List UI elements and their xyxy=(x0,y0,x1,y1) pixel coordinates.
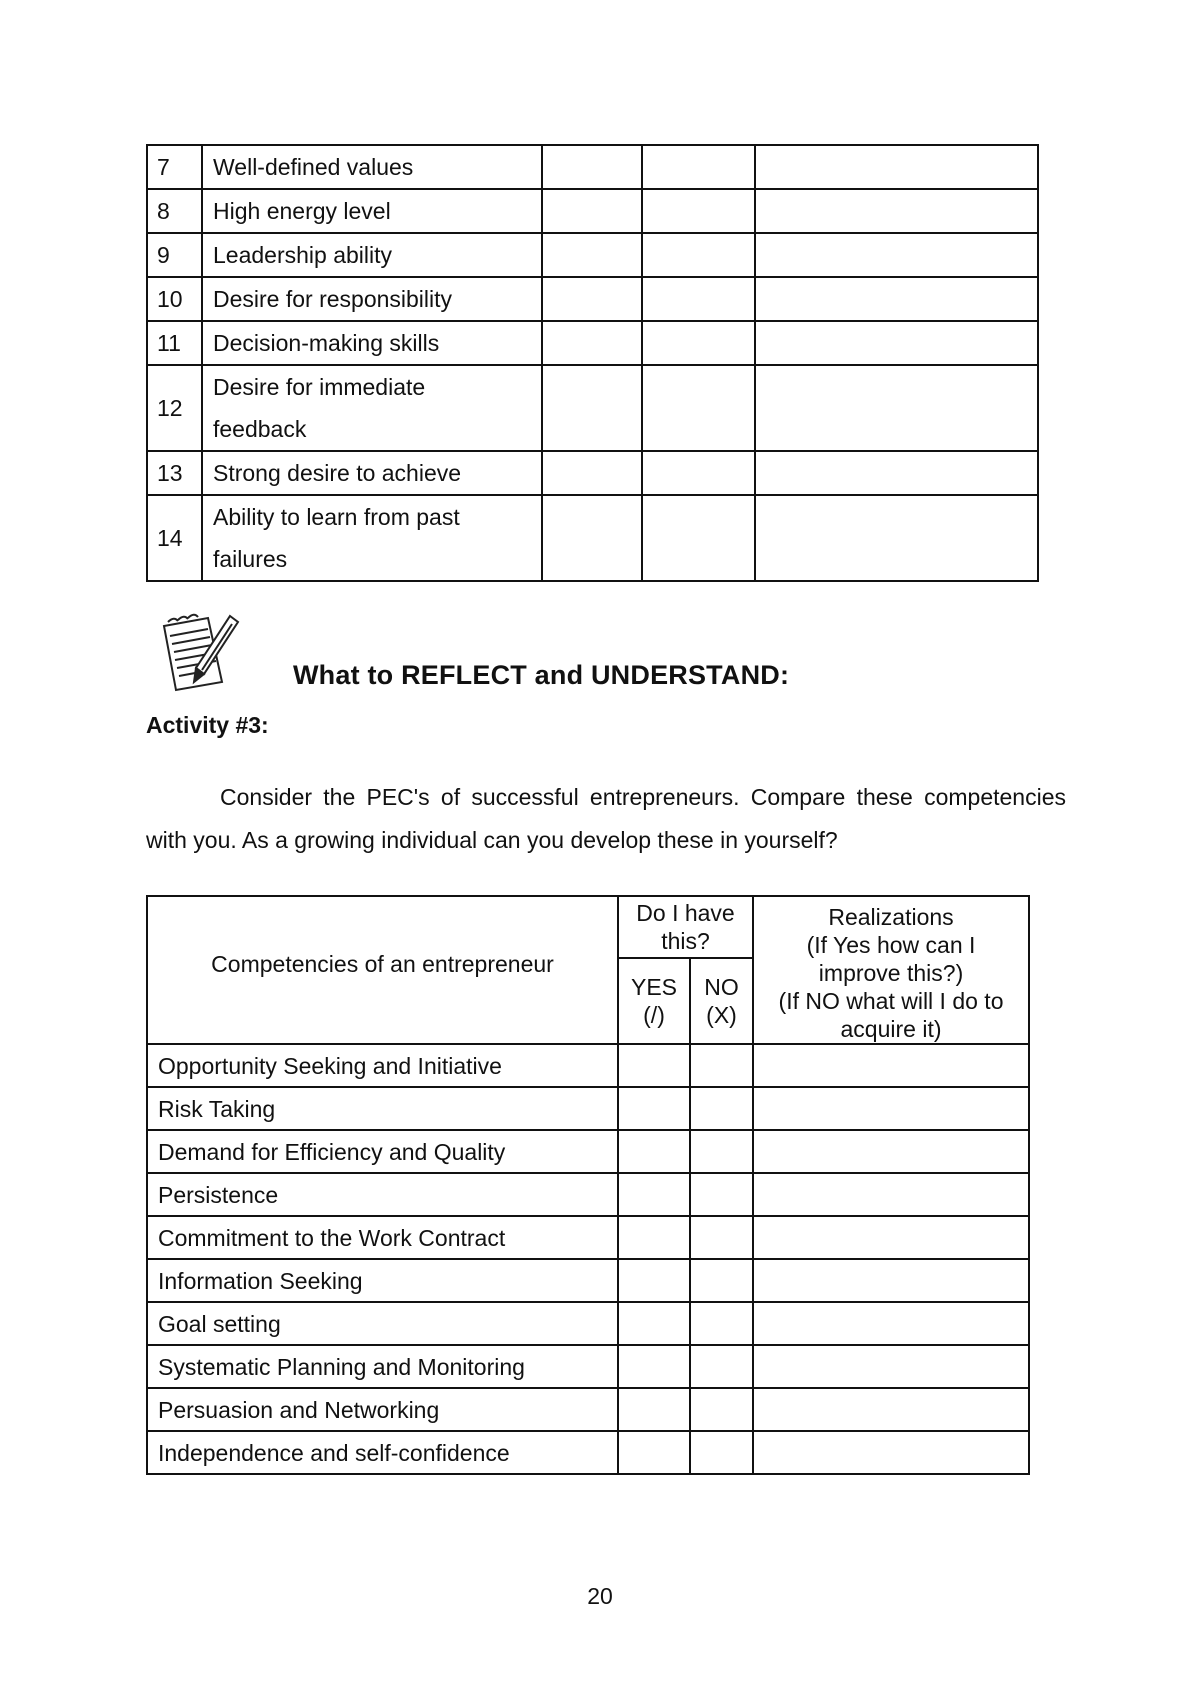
blank-cell[interactable] xyxy=(642,189,755,233)
yes-cell[interactable] xyxy=(618,1130,690,1173)
page-number: 20 xyxy=(587,1583,613,1609)
table-row xyxy=(147,1130,1029,1173)
blank-cell[interactable] xyxy=(542,277,642,321)
realizations-line: (If Yes how can I xyxy=(806,932,976,958)
row-number: 7 xyxy=(147,145,202,189)
realizations-line: Realizations xyxy=(828,904,954,930)
realizations-header xyxy=(753,896,1029,1044)
competency-name: Systematic Planning and Monitoring xyxy=(147,1345,618,1388)
blank-cell[interactable] xyxy=(542,189,642,233)
realizations-line: acquire it) xyxy=(840,1016,942,1042)
no-cell[interactable] xyxy=(690,1173,753,1216)
blank-cell[interactable] xyxy=(542,365,642,451)
blank-cell[interactable] xyxy=(755,451,1038,495)
row-item: Well-defined values xyxy=(202,145,542,189)
section-heading: What to REFLECT and UNDERSTAND: xyxy=(293,660,790,690)
blank-cell[interactable] xyxy=(755,365,1038,451)
no-cell[interactable] xyxy=(690,1216,753,1259)
instruction-paragraph: Consider the PEC's of successful entrepreneurs. Compare these competencies with you. As a growing individual can you develop these in yourself? xyxy=(146,784,1066,853)
realization-cell[interactable] xyxy=(753,1259,1029,1302)
no-cell[interactable] xyxy=(690,1130,753,1173)
table-row xyxy=(147,1302,1029,1345)
row-item: Decision-making skills xyxy=(202,321,542,365)
competency-name: Commitment to the Work Contract xyxy=(147,1216,618,1259)
activity-label: Activity #3: xyxy=(146,712,269,738)
table-row xyxy=(147,1087,1029,1130)
realization-cell[interactable] xyxy=(753,1130,1029,1173)
blank-cell[interactable] xyxy=(542,145,642,189)
yes-cell[interactable] xyxy=(618,1216,690,1259)
blank-cell[interactable] xyxy=(542,321,642,365)
yes-label: YES xyxy=(630,974,678,1001)
no-label: NO xyxy=(704,974,739,1001)
blank-cell[interactable] xyxy=(642,365,755,451)
row-item xyxy=(202,365,542,451)
yes-cell[interactable] xyxy=(618,1259,690,1302)
table-row xyxy=(147,1431,1029,1474)
row-number: 9 xyxy=(147,233,202,277)
row-item-line: Ability to learn from past xyxy=(213,504,460,530)
blank-cell[interactable] xyxy=(642,233,755,277)
competency-name: Goal setting xyxy=(147,1302,618,1345)
row-number: 14 xyxy=(147,495,202,581)
yes-header xyxy=(618,958,690,1044)
blank-cell[interactable] xyxy=(542,451,642,495)
realization-cell[interactable] xyxy=(753,1087,1029,1130)
table-row xyxy=(147,1173,1029,1216)
no-cell[interactable] xyxy=(690,1044,753,1087)
competency-name: Demand for Efficiency and Quality xyxy=(147,1130,618,1173)
blank-cell[interactable] xyxy=(755,321,1038,365)
yes-cell[interactable] xyxy=(618,1302,690,1345)
table-row xyxy=(147,1345,1029,1388)
competency-name: Information Seeking xyxy=(147,1259,618,1302)
table-row xyxy=(147,1216,1029,1259)
realization-cell[interactable] xyxy=(753,1345,1029,1388)
blank-cell[interactable] xyxy=(755,495,1038,581)
realization-cell[interactable] xyxy=(753,1388,1029,1431)
no-mark: (X) xyxy=(706,1002,737,1029)
no-cell[interactable] xyxy=(690,1388,753,1431)
table-row xyxy=(147,451,1038,495)
table-row xyxy=(147,189,1038,233)
row-number: 13 xyxy=(147,451,202,495)
competency-name: Persistence xyxy=(147,1173,618,1216)
pec-checklist-table-continued xyxy=(146,144,1039,582)
realizations-line: improve this?) xyxy=(818,960,964,986)
table-row xyxy=(147,1259,1029,1302)
notepad-pencil-icon xyxy=(156,612,242,694)
row-number: 12 xyxy=(147,365,202,451)
table-row xyxy=(147,233,1038,277)
table-row xyxy=(147,1388,1029,1431)
blank-cell[interactable] xyxy=(642,145,755,189)
yes-cell[interactable] xyxy=(618,1173,690,1216)
realizations-line: (If NO what will I do to xyxy=(778,988,1004,1014)
table-row xyxy=(147,321,1038,365)
table-row xyxy=(147,277,1038,321)
yes-cell[interactable] xyxy=(618,1087,690,1130)
no-cell[interactable] xyxy=(690,1345,753,1388)
yes-cell[interactable] xyxy=(618,1345,690,1388)
row-item-line: Desire for immediate xyxy=(213,374,426,400)
competency-name: Persuasion and Networking xyxy=(147,1388,618,1431)
do-i-have-header: Do I have this? xyxy=(618,896,753,958)
row-number: 10 xyxy=(147,277,202,321)
blank-cell[interactable] xyxy=(642,451,755,495)
no-header xyxy=(690,958,753,1044)
table-row xyxy=(147,1044,1029,1087)
table-row xyxy=(147,495,1038,581)
row-item: High energy level xyxy=(202,189,542,233)
competencies-header: Competencies of an entrepreneur xyxy=(147,896,618,1044)
row-item-line: failures xyxy=(213,546,288,572)
blank-cell[interactable] xyxy=(755,145,1038,189)
blank-cell[interactable] xyxy=(642,495,755,581)
blank-cell[interactable] xyxy=(542,495,642,581)
blank-cell[interactable] xyxy=(755,233,1038,277)
yes-cell[interactable] xyxy=(618,1044,690,1087)
yes-cell[interactable] xyxy=(618,1388,690,1431)
row-item: Strong desire to achieve xyxy=(202,451,542,495)
yes-cell[interactable] xyxy=(618,1431,690,1474)
row-item: Desire for responsibility xyxy=(202,277,542,321)
header-row xyxy=(147,896,1029,958)
no-cell[interactable] xyxy=(690,1087,753,1130)
blank-cell[interactable] xyxy=(755,277,1038,321)
realization-cell[interactable] xyxy=(753,1431,1029,1474)
blank-cell[interactable] xyxy=(642,321,755,365)
table-row xyxy=(147,145,1038,189)
blank-cell[interactable] xyxy=(542,233,642,277)
blank-cell[interactable] xyxy=(755,189,1038,233)
no-cell[interactable] xyxy=(690,1302,753,1345)
row-item: Leadership ability xyxy=(202,233,542,277)
no-cell[interactable] xyxy=(690,1259,753,1302)
row-item xyxy=(202,495,542,581)
table-row xyxy=(147,365,1038,451)
no-cell[interactable] xyxy=(690,1431,753,1474)
realization-cell[interactable] xyxy=(753,1216,1029,1259)
realization-cell[interactable] xyxy=(753,1173,1029,1216)
row-item-line: feedback xyxy=(213,416,307,442)
competency-name: Independence and self-confidence xyxy=(147,1431,618,1474)
row-number: 8 xyxy=(147,189,202,233)
row-number: 11 xyxy=(147,321,202,365)
realization-cell[interactable] xyxy=(753,1044,1029,1087)
yes-mark: (/) xyxy=(643,1002,665,1029)
competencies-table xyxy=(146,895,1030,1475)
competency-name: Opportunity Seeking and Initiative xyxy=(147,1044,618,1087)
realization-cell[interactable] xyxy=(753,1302,1029,1345)
competency-name: Risk Taking xyxy=(147,1087,618,1130)
blank-cell[interactable] xyxy=(642,277,755,321)
